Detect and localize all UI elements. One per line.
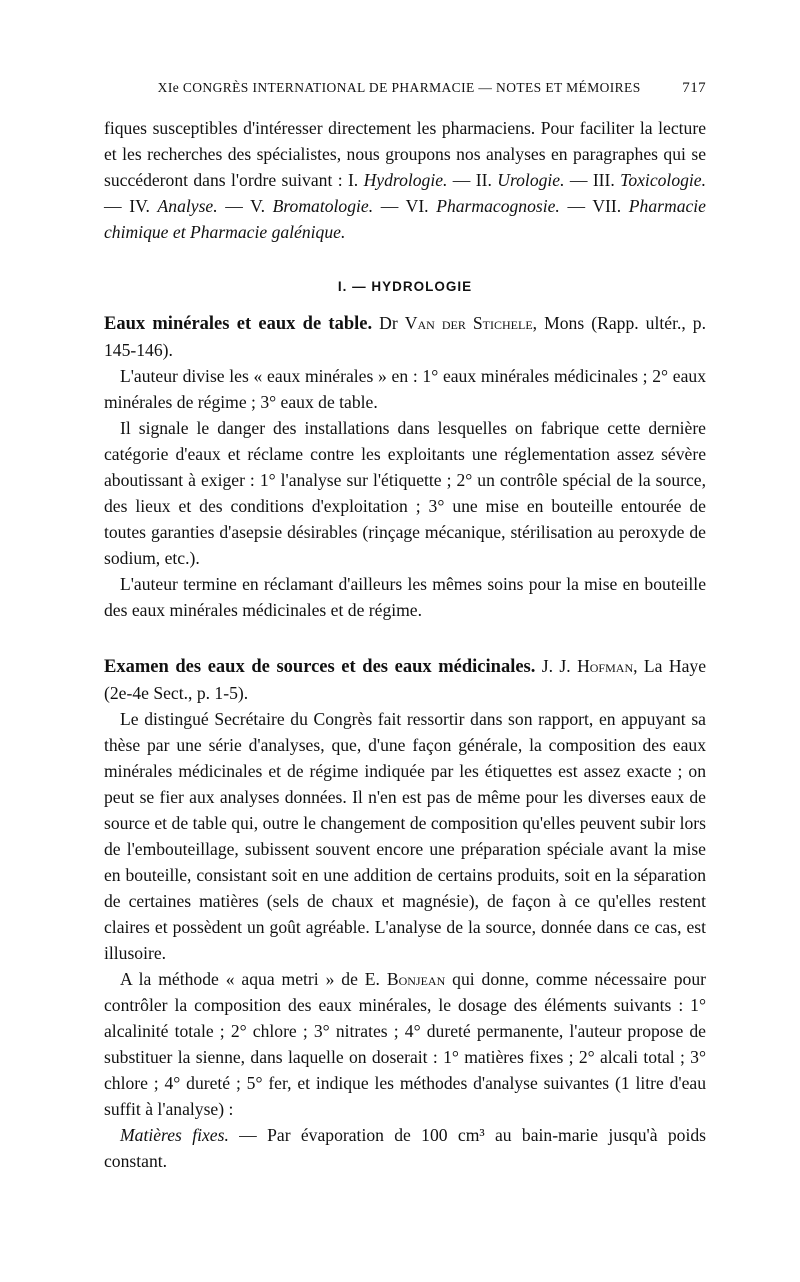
article-reference: , Mons (Rapp. ultér., p. 145-146).	[104, 313, 706, 360]
intro-paragraph	[104, 115, 706, 245]
paragraph	[104, 966, 706, 1122]
intro-item: Bromatologie.	[272, 196, 374, 216]
article-reference: , La Haye (2e-4e Sect., p. 1-5).	[104, 656, 706, 703]
intro-item: Pharmacie chimique et Pharmacie galénique.	[104, 196, 706, 242]
article-title: Eaux minérales et eaux de table.	[104, 314, 373, 334]
paragraph: L'auteur divise les « eaux minérales » en : 1° eaux minérales médicinales ; 2° eaux minérales de régime ; 3° eaux de table.	[104, 366, 706, 412]
running-title: XIe CONGRÈS INTERNATIONAL DE PHARMACIE — NOTES ET MÉMOIRES	[157, 80, 641, 95]
article-title: Examen des eaux de sources et des eaux médicinales.	[104, 657, 536, 677]
intro-item: — VII.	[559, 196, 629, 216]
paragraph: Le distingué Secrétaire du Congrès fait ressortir dans son rapport, en appuyant sa thèse par une série d'analyses, que, d'une façon générale, la composition des eaux minérales médicinales et de régime indiquée par les étiquettes est assez exacte ; on peut se fier aux analyses données. Il n'en est pas de même pour les diverses eaux de source et de table qui, outre le changement de composition qu'elles peuvent subir lors de l'embouteillage, subissent souvent encore une préparation spéciale avant la mise en bouteille, consistant soit en une addition de certains produits, soit en la séparation de certaines matières (sels de chaux et magnésie), de façon à ce qu'elles restent claires et possèdent un goût agréable. L'analyse de la source, donnée dans ce cas, est illusoire.	[104, 709, 706, 963]
intro-text: fiques susceptibles d'intéresser directement les pharmaciens. Pour faciliter la lecture et les recherches des spécialistes, nous groupons nos analyses en paragraphes qui se succéderont dans l'ordre suivant :	[104, 118, 706, 190]
intro-item: Toxicologie.	[620, 170, 707, 190]
paragraph	[104, 1122, 706, 1174]
section-heading: I. — HYDROLOGIE	[337, 279, 473, 294]
cited-name: Bonjean	[386, 969, 446, 989]
page-number: 717	[682, 80, 706, 96]
intro-item: — VI.	[373, 196, 437, 216]
spacer	[104, 623, 706, 647]
intro-item: Pharmacognosie.	[436, 196, 560, 216]
author-prefix: Dr	[372, 313, 405, 333]
paragraph: L'auteur termine en réclamant d'ailleurs les mêmes soins pour la mise en bouteille des eaux minérales médicinales et de régime.	[104, 574, 706, 620]
author-name: Van der Stichele	[404, 313, 533, 333]
author-name: Hofman	[577, 656, 634, 676]
paragraph-text: — Par évaporation de 100 cm³ au bain-marie jusqu'à poids constant.	[104, 1125, 706, 1171]
article-title-line	[104, 310, 706, 363]
running-header	[104, 80, 706, 97]
intro-item: Analyse.	[157, 196, 218, 216]
intro-item: I.	[347, 170, 364, 190]
intro-item: — IV.	[104, 196, 158, 216]
intro-item: — V.	[217, 196, 273, 216]
article-title-line	[104, 653, 706, 706]
intro-item: — III.	[564, 170, 621, 190]
author-prefix: J. J.	[535, 656, 578, 676]
paragraph-text: A la méthode « aqua metri » de E.	[120, 969, 387, 989]
paragraph-text: qui donne, comme nécessaire pour contrôler la composition des eaux minérales, le dosage des éléments suivants : 1° alcalinité totale ; 2° chlore ; 3° nitrates ; 4° dureté permanente, l'auteur propose de substituer la sienne, dans laquelle on doserait : 1° matières fixes ; 2° alcali total ; 3° chlore ; 4° dureté ; 5° fer, et indique les méthodes d'analyse suivantes (1 litre d'eau suffit à l'analyse) :	[104, 969, 706, 1119]
subheading-label: Matières fixes.	[120, 1125, 229, 1145]
intro-item: Hydrologie.	[363, 170, 448, 190]
intro-item: Urologie.	[497, 170, 565, 190]
paragraph: Il signale le danger des installations dans lesquelles on fabrique cette dernière catégorie d'eaux et réclame contre les exploitants une réglementation assez sévère aboutissant à exiger : 1° l'analyse sur l'étiquette ; 2° un contrôle spécial de la source, des lieux et des conditions d'exploitation ; 3° une mise en bouteille entourée de toutes garanties d'asepsie désirables (rinçage mécanique, stérilisation au peroxyde de sodium, etc.).	[104, 418, 706, 568]
intro-item: — II.	[447, 170, 498, 190]
